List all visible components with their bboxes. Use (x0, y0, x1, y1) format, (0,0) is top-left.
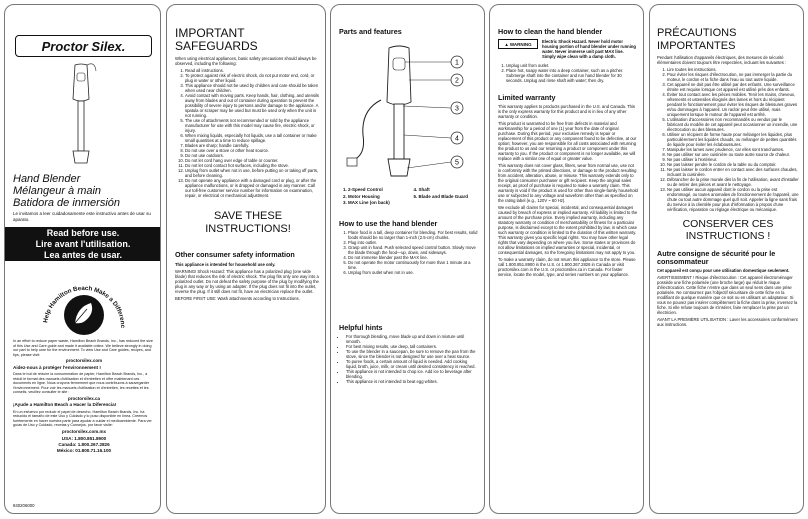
warranty-paragraph: We exclude all claims for special, incidental, and consequential damages caused by breach of express or implied warranty. All liability is limited to the amount of the purchase price. Every implied warranty, including any statutory warranty or condition of merchantability or fitness for a particular purpose, is disclaimed except to the extent prohibited by law, in which case such warranty or condition is limited to the duration of this written warranty. This warranty gives you specific legal rights. You may have other legal rights that vary depending on where you live. Some states or provinces do not allow limitations on implied warranties or special, incidental, or consequential damages, so the foregoing limitations may not apply to you. (498, 205, 638, 255)
french-other-title: Autre consigne de sécurité pour le consommateur (657, 249, 776, 266)
legend-item: 4. Shaft (413, 187, 430, 192)
parts-title: Parts and features (339, 27, 402, 36)
parts-diagram (341, 40, 481, 185)
phone-canada: Canada: 1.800.267.2826 (58, 442, 110, 447)
cleaning-steps (498, 63, 638, 83)
url-es[interactable]: proctorsilex.com.mx (61, 428, 106, 434)
hint-item: • To puree foods, a certain amount of liquid is needed. Add cooking liquid, broth, juice, milk, or cream until desired consistency is reached. (346, 359, 479, 369)
warranty-paragraph: To make a warranty claim, do not return this appliance to the store. Please call 1.800.851.8900 in the U.S. or 1.800.267.2826 in Canada or visit proctorsilex.com in the U.S. or proctorsilex.ca in Canada. For faster service, locate the model, type, and series numbers on your appliance. (498, 257, 636, 277)
legend-item: 3. MAX Line (on back) (343, 200, 390, 205)
french-household: Cet appareil est conçu pour une utilisation domestique seulement. (657, 268, 790, 273)
save-instructions: SAVE THESE INSTRUCTIONS! (205, 210, 291, 235)
hints-title: Helpful hints (339, 323, 383, 332)
url-fr[interactable]: proctorsilex.ca (67, 395, 100, 401)
cleaning-step: 2. Place hot, soapy water into a deep container, such as a pitcher. Submerge shaft into the container and run hand blender for 30 seconds. Unplug and rinse shaft with water; then dry. (506, 68, 638, 83)
callout-2: 2 (455, 77, 459, 85)
hint-item: • This appliance is not intended to chop ice. Add ice to beverage after blending. (346, 369, 479, 379)
french-item: 2. Pour éviter les risques d'électrocution, ne pas immerger la partie du moteur, le cordon et la fiche dans l'eau ou tout autre liquide. (667, 72, 799, 82)
read-fr: Lire avant l'utilisation. (35, 239, 131, 249)
hints-list (339, 334, 479, 384)
safeguard-item: 5. The use of attachments not recommended or sold by the appliance manufacturer for use with this model may cause fire, electric shock, or injury. (185, 118, 321, 133)
eco-fr-title: Aidez-nous à protéger l'environnement ! (13, 364, 101, 370)
how-to-steps (339, 230, 479, 275)
safeguards-list (175, 68, 321, 198)
read-es: Lea antes de usar. (43, 250, 123, 260)
read-before-banner (4, 227, 161, 261)
french-item: 4. Éviter tout contact avec les pièces mobiles. Tenir les mains, cheveux, vêtements et ustensiles éloignés des lames et hors du récipient pendant le fonctionnement pour éviter les risques de blessures graves et/ou dommages à l'appareil. Un racloir peut être utilisé, mais uniquement lorsque le moteur de l'appareil est arrêté. (667, 92, 799, 117)
eco-es-title: ¡Ayude a Hamilton Beach a Hacer la Diferencia! (13, 402, 117, 407)
french-item: 13. Ne pas utiliser aucun appareil dont le cordon ou la prise est endommagé, ou toutes anomalies de fonctionnement de l'appareil, une chute ou tout autre dommage quel qu'il soit. Appeler la ligne sans frais du Service à la clientèle pour plus d'information à propos d'une vérification, réparation ou réglage électrique ou mécanique. (667, 187, 799, 212)
brand-name: Proctor Silex. (41, 38, 126, 54)
how-to-step: 1. Place food in a tall, deep container for blending. For best results, solid foods should be no larger than 1-inch (2.5-cm) chunks. (348, 230, 479, 240)
french-item: 8. Ne pas utiliser sur une cuisinière ou toute autre source de chaleur. (667, 152, 799, 157)
french-item: 9. Ne pas utiliser à l'extérieur. (667, 157, 799, 162)
safeguard-item: 6. When mixing liquids, especially hot liquids, use a tall container or make small quantities at a time to reduce spillage. (185, 133, 321, 143)
french-item: 10. Ne pas laisser pendre le cordon de la table ou du comptoir. (667, 162, 799, 167)
brand-logo (15, 35, 152, 57)
safeguards-panel (166, 4, 326, 514)
safeguard-item: 11. Do not let cord contact hot surfaces, including the stove. (185, 163, 321, 168)
cleaning-warning: Electric Shock Hazard. Never hold motor housing portion of hand blender under running water. Never immerse unit past MAX line. Simply wipe clean with a damp cloth. (542, 39, 636, 59)
parts-legend (343, 187, 478, 206)
cleaning-title: How to clean the hand blender (498, 27, 603, 36)
url-en[interactable]: proctorsilex.com (65, 358, 103, 363)
warranty-paragraph: This warranty applies to products purchased in the U.S. and Canada. This is the only express warranty for this product and is in lieu of any other warranty or condition. (498, 104, 636, 119)
french-item: 5. L'utilisation d'accessoires non recommandés ou vendus par le fabricant du modèle de cet appareil peut occasionner un incendie, une électrocution ou des blessures. (667, 117, 799, 132)
eco-fr: Dans le but de réduire la consommation de papier, Hamilton Beach Brands, Inc., a réduit le format des manuels d'utilisation et d'entretien et offre maintenant ces documents en ligne. Nous croyons fermement que nous contribuons à sauvegarder l'environnement. Pour voir les manuels d'utilisation et d'entretien, les recettes et les conseils, veuillez consulter le site : (13, 372, 150, 394)
safeguard-item: 4. Avoid contact with moving parts. Keep hands, hair, clothing, and utensils away from blades and out of container during operation to prevent the possibility of severe injury to persons and/or damage to the appliance. A spatula or scraper may be used but must be used only when the unit is not running. (185, 93, 321, 118)
legend-item: 2. Motor Housing (343, 193, 380, 199)
title-fr: Mélangeur à main (13, 185, 102, 197)
polarized-warning: WARNING! Shock Hazard: This appliance has a polarized plug (one wide blade) that reduces the risk of electric shock. The plug fits only one way into a polarized outlet. Do not defeat the safety purpose of the plug by modifying the plug in any way or by using an adapter. If the plug does not fit into the outlet, reverse the plug. If it still does not fit, have an electrician replace the outlet. (175, 269, 319, 294)
household-use: This appliance is intended for household use only. (175, 262, 276, 267)
callout-3: 3 (455, 105, 459, 113)
how-to-step: 4. Do not immerse blender past the MAX line. (348, 255, 479, 260)
french-intro: Pendant l'utilisation d'appareils électriques, des mesures de sécurité élémentaires doivent toujours être respectées, incluant les suivantes : (657, 55, 787, 65)
safeguard-item: 9. Do not use outdoors. (185, 153, 321, 158)
cover-panel (4, 4, 161, 514)
safeguards-title: IMPORTANT SAFEGUARDS (175, 26, 258, 53)
warranty-title: Limited warranty (498, 93, 556, 102)
french-panel (649, 4, 804, 514)
french-item: 7. Manipuler les lames avec prudence, car elles sont tranchantes. (667, 147, 799, 152)
safeguard-item: 10. Do not let cord hang over edge of table or counter. (185, 158, 321, 163)
safeguards-intro: When using electrical appliances, basic safety precautions should always be observed, including the following: (175, 56, 317, 66)
french-list (657, 67, 799, 212)
part-code: 840206000 (13, 503, 35, 508)
phone-usa: USA: 1.800.851.8900 (61, 436, 107, 441)
eco-en: In an effort to reduce paper waste, Hamilton Beach Brands, Inc., has reduced the size of this Use and Care guide and made it available online. We believe strongly in doing our part to help care for the environment. To view Use and Care guides, recipes, and tips, please visit: (13, 339, 153, 357)
french-warning: AVERTISSEMENT ! Risque d'électrocution : Cet appareil électroménager possède une fiche polarisée (une broche large) qui réduit le risque d'électrocution. Cette fiche n'entre que dans un seul sens dans une prise polarisée. Ne contournez pas l'objectif sécuritaire de cette fiche en la modifiant de quelque manière que ce soit ou en utilisant un adaptateur. Si vous ne pouvez pas insérer complètement la fiche dans la prise, inversez la fiche. Si elle refuse toujours de s'insérer, faire remplacer la prise par un électricien. (657, 275, 798, 315)
hint-item: • For best mixing results, use deep, tall containers. (346, 344, 479, 349)
french-item: 1. Lire toutes les instructions. (667, 67, 799, 72)
french-title: PRÉCAUTIONS IMPORTANTES (657, 27, 737, 52)
callout-4: 4 (455, 135, 459, 143)
how-to-title: How to use the hand blender (339, 219, 438, 228)
french-save: CONSERVER CES INSTRUCTIONS ! (682, 218, 774, 242)
before-first-use: BEFORE FIRST USE: Wash attachments according to Instructions. (175, 296, 300, 301)
warning-triangle-icon: ▲ (504, 41, 509, 47)
legend-item: 5. Blade and Blade Guard (413, 193, 469, 199)
title-en: Hand Blender (13, 173, 81, 185)
eco-es: En un esfuerzo por reducir el papel de desecho, Hamilton Beach Brands, Inc. ha reducido el tamaño de este Uso y Cuidado y lo puso disponible en línea. Creemos fuertemente en hacer nuestra parte para ayudar a cuidar el medioambiente. Para ver guías de Uso y Cuidado, recetas y Consejos, por favor visite: (13, 409, 152, 427)
hand-blender-illustration (63, 63, 99, 168)
how-to-step: 2. Plug into outlet. (348, 240, 479, 245)
safeguard-item: 12. Unplug from outlet when not in use, before putting on or taking off parts, and before cleaning. (185, 168, 321, 178)
phone-mexico: México: 01.800.71.16.100 (56, 448, 112, 453)
french-item: 11. Ne pas laisser le cordon entrer en contact avec des surfaces chaudes, incluant la cuisinière. (667, 167, 799, 177)
parts-panel (330, 4, 485, 514)
callout-5: 5 (455, 159, 459, 167)
safeguard-item: 8. Do not use over a stove or other heat source. (185, 148, 321, 153)
how-to-step: 3. Grasp unit in hand. Push selected speed control button. Slowly move the blade through the food—up, down, and sideways. (348, 245, 479, 255)
warning-label: ▲ WARNING (498, 39, 538, 49)
how-to-step: 6. Unplug from outlet when not in use. (348, 270, 479, 275)
hint-item: • For thorough blending, move blade up and down in mixture until smooth. (346, 334, 479, 344)
callout-1: 1 (455, 59, 459, 67)
french-item: 12. Débrancher de la prise murale dès la fin de l'utilisation, avant d'installer ou de retirer des pièces et avant le nettoyage. (667, 177, 799, 187)
safeguard-item: 13. Do not operate any appliance with a damaged cord or plug, or after the appliance malfunctions, or is dropped or damaged in any manner. Call our toll-free customer service number for information on examination, repair, or electrical or mechanical adjustment. (185, 178, 321, 198)
warranty-paragraph: This product is warranted to be free from defects in material and workmanship for a period of one (1) year from the date of original purchase. During this period, your exclusive remedy is repair or replacement of this product or any component found to be defective, at our option; however, you are responsible for all costs associated with returning the product to us and our returning a product or component under this warranty to you. If the product or component is no longer available, we will replace with a similar one of equal or greater value. (498, 121, 637, 161)
cleaning-panel (489, 4, 644, 514)
cleaning-step: 1. Unplug unit from outlet. (506, 63, 638, 68)
legend-item: 1. 2-Speed Control (343, 187, 383, 192)
seal-text: Help Hamilton Beach Make a Differenc (42, 284, 127, 329)
title-es: Batidora de inmersión (13, 197, 121, 209)
hint-item: • This appliance is not intended to beat egg whites. (346, 379, 479, 384)
eco-seal-icon (39, 267, 129, 337)
safeguard-item: 7. Blades are sharp; handle carefully. (185, 143, 321, 148)
how-to-step: 5. Do not operate the motor continuously for more than 1 minute at a time. (348, 260, 479, 270)
safeguard-item: 3. This appliance should not be used by children and care should be taken when used near children. (185, 83, 321, 93)
read-en: Read before use. (46, 228, 120, 238)
warranty-paragraph: This warranty does not cover glass, filters, wear from normal use, use not in conformity with the printed directions, or damage to the product resulting from accident, alteration, abuse, or misuse. This warranty extends only to the original consumer purchaser or gift recipient. Keep the original sales receipt, as proof of purchase is required to make a warranty claim. This warranty is void if the product is used for other than single-family household use or subjected to any voltage and waveform other than as specified on the rating label (e.g., 120V ~ 60 Hz). (498, 163, 638, 203)
french-before-first: AVANT LA PREMIÈRE UTILISATION : Laver les accessoires conformément aux instructions. (657, 317, 798, 327)
safeguard-item: 2. To protect against risk of electric shock, do not put motor end, cord, or plug in water or other liquid. (185, 73, 321, 83)
other-safety-title: Other consumer safety information (175, 250, 295, 259)
french-item: 6. Utiliser un récipient de forme haute pour mélanger les liquides, plus particulièrement les liquides chauds, ou mélanger de petites quantités de liquide pour éviter les éclaboussures. (667, 132, 799, 147)
cover-subtitle: Le invitamos a leer cuidadosamente este instructivo antes de usar su aparato. (13, 211, 151, 222)
french-item: 3. Cet appareil ne doit pas être utilisé par des enfants. Une surveillance étroite est requise lorsque cet appareil est utilisé près des enfants. (667, 82, 799, 92)
hint-item: • To use the blender in a saucepan, be sure to remove the pan from the stove, since the blender is not designed for use over a heat source. (346, 349, 479, 359)
safeguard-item: 1. Read all instructions. (185, 68, 321, 73)
